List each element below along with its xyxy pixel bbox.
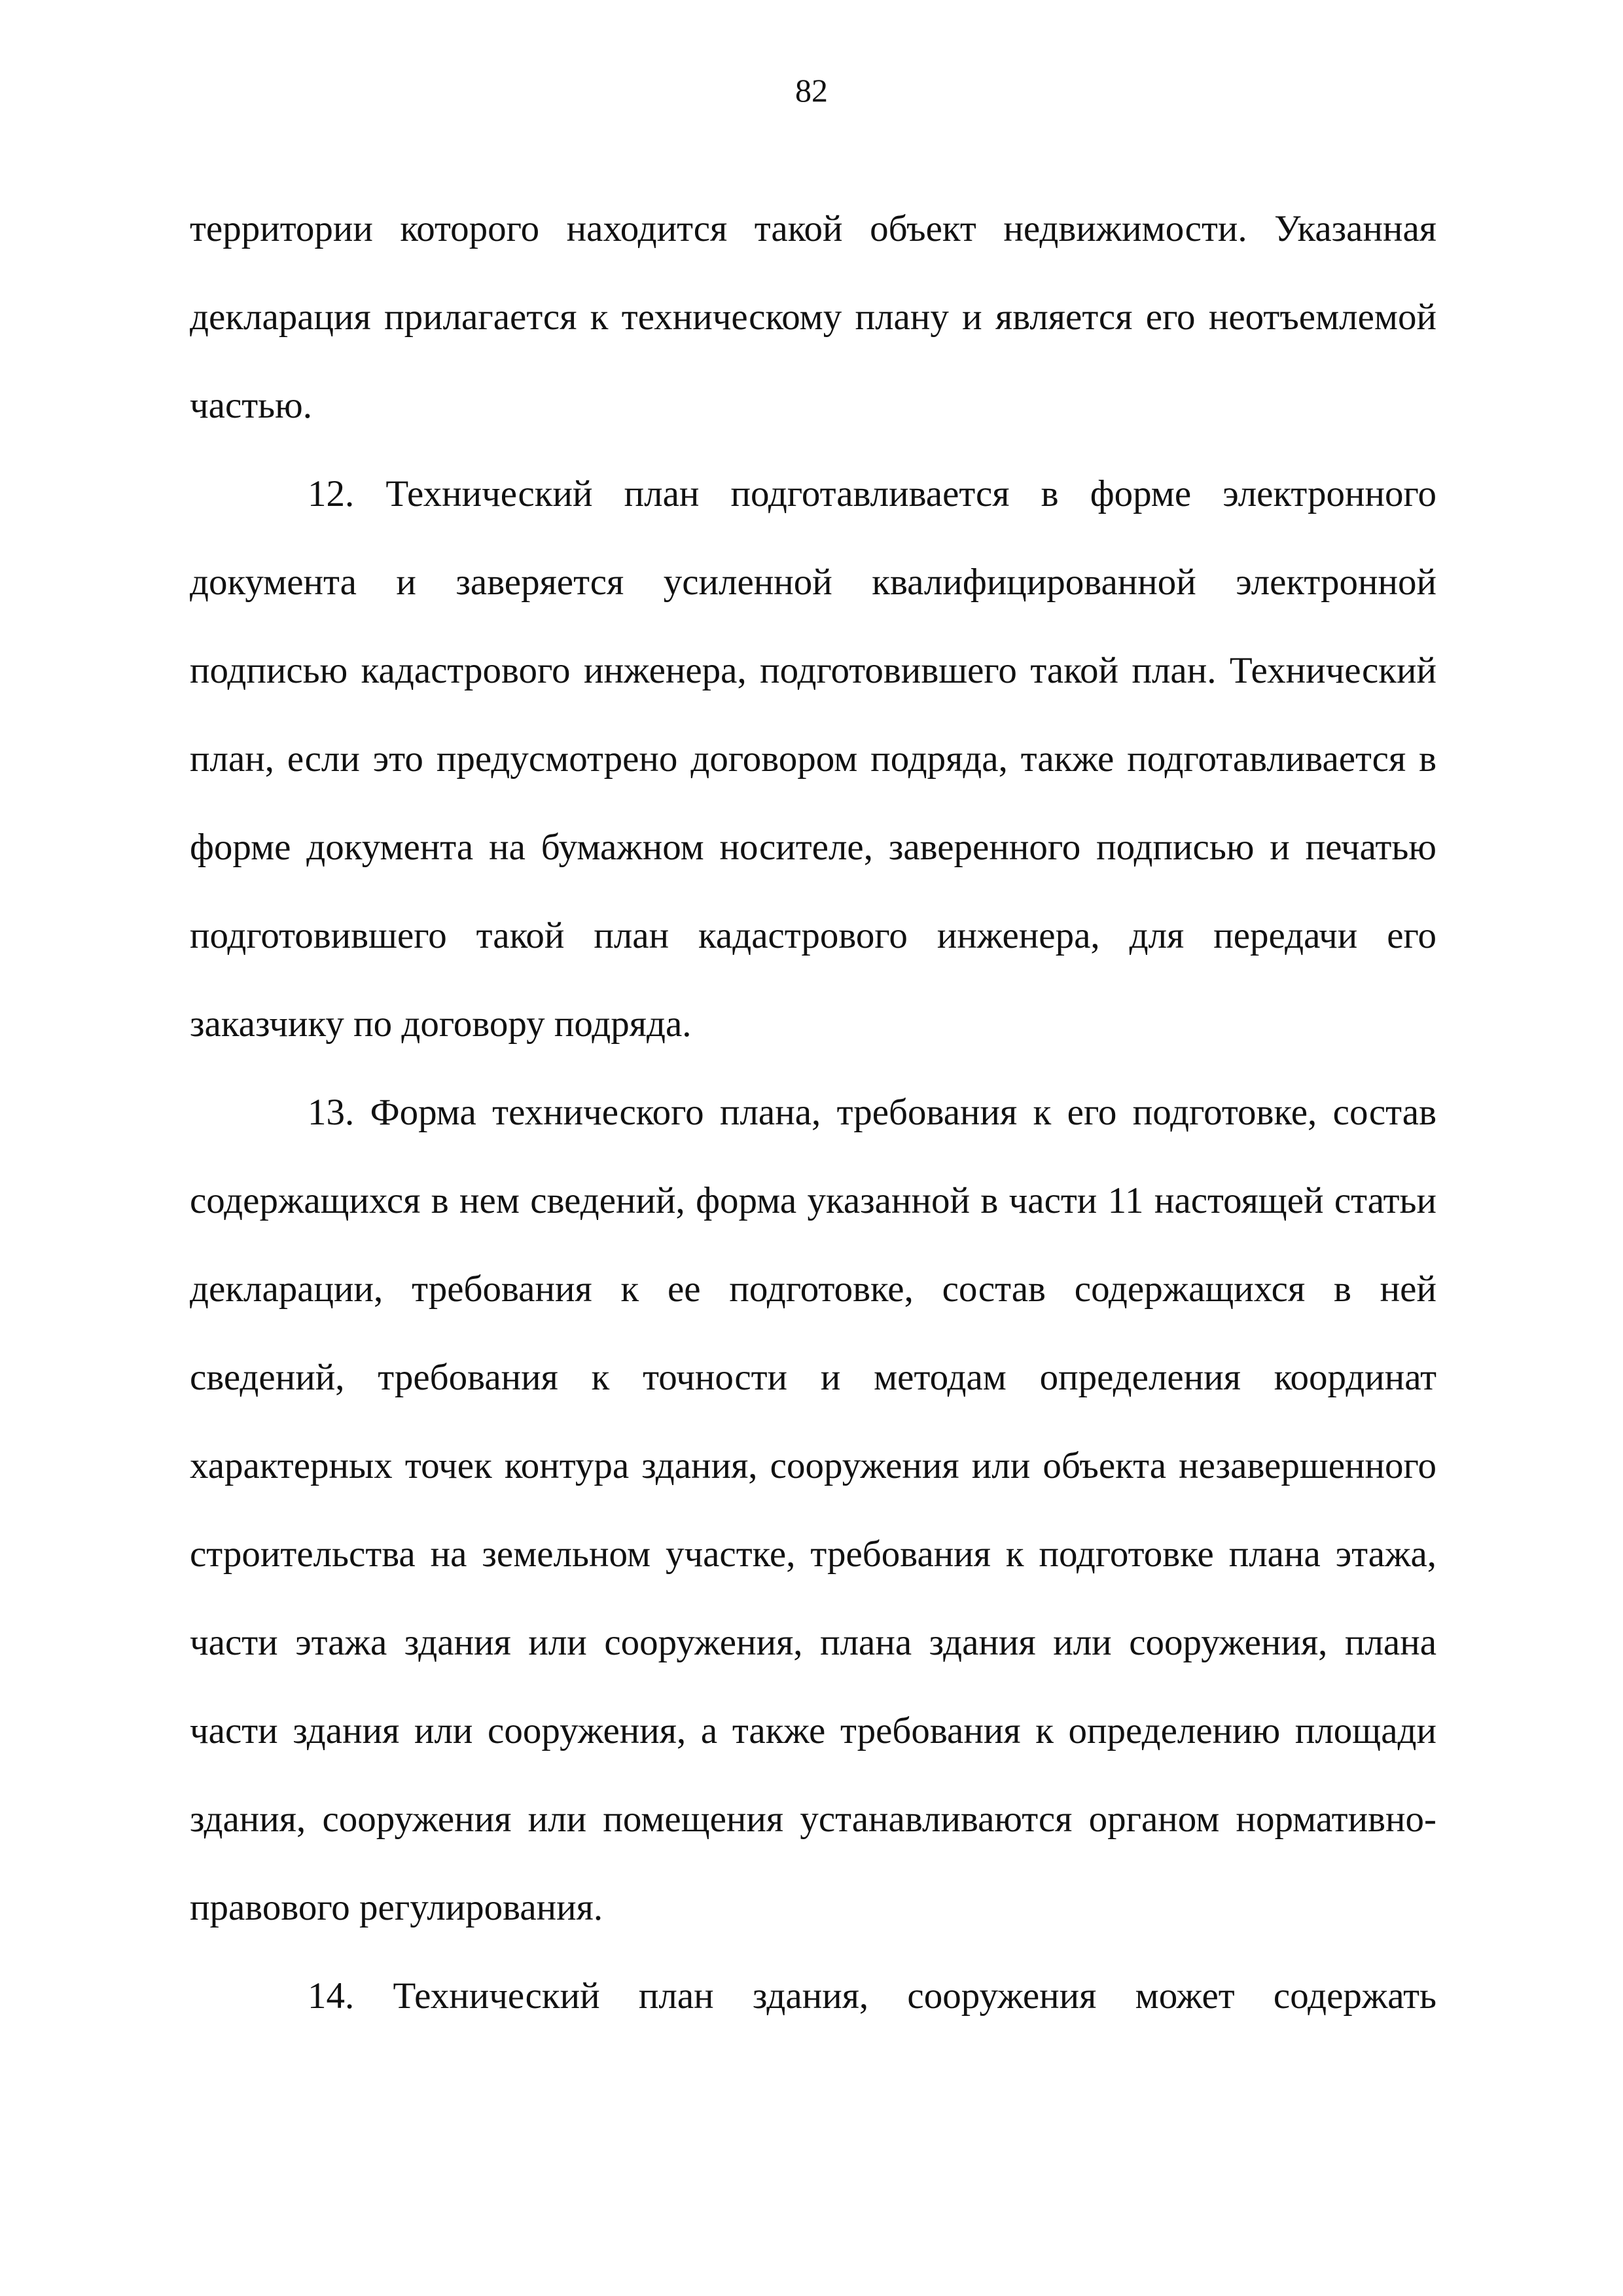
paragraph-14: 14. Технический план здания, сооружения может содержать bbox=[308, 1975, 1436, 2017]
page-number: 82 bbox=[795, 72, 828, 109]
document-body bbox=[190, 185, 1436, 2040]
paragraph-12: 12. Технический план подготавливается в форме электронного документа и заверяется усиленной квалифицированной электронной подписью кадастрового инженера, подготовившего такой план. Технический план, если это предусмотрено договором подряда, также подготавливается в форме документа на бумажном носителе, заверенного подписью и печатью подготовившего такой план кадастрового инженера, для передачи его заказчику по договору подряда. bbox=[190, 473, 1436, 1045]
paragraph-continuation: территории которого находится такой объект недвижимости. Указанная декларация прилагается к техническому плану и является его неотъемлемой частью. bbox=[190, 208, 1436, 426]
paragraph-13: 13. Форма технического плана, требования к его подготовке, состав содержащихся в нем сведений, форма указанной в части 11 настоящей статьи декларации, требования к ее подготовке, состав содержащихся в ней сведений, требования к точности и методам определения координат характерных точек контура здания, сооружения или объекта незавершенного строительства на земельном участке, требования к подготовке плана этажа, части этажа здания или сооружения, плана здания или сооружения, плана части здания или сооружения, а также требования к определению площади здания, сооружения или помещения устанавливаются органом нормативно-правового регулирования. bbox=[190, 1092, 1436, 1928]
